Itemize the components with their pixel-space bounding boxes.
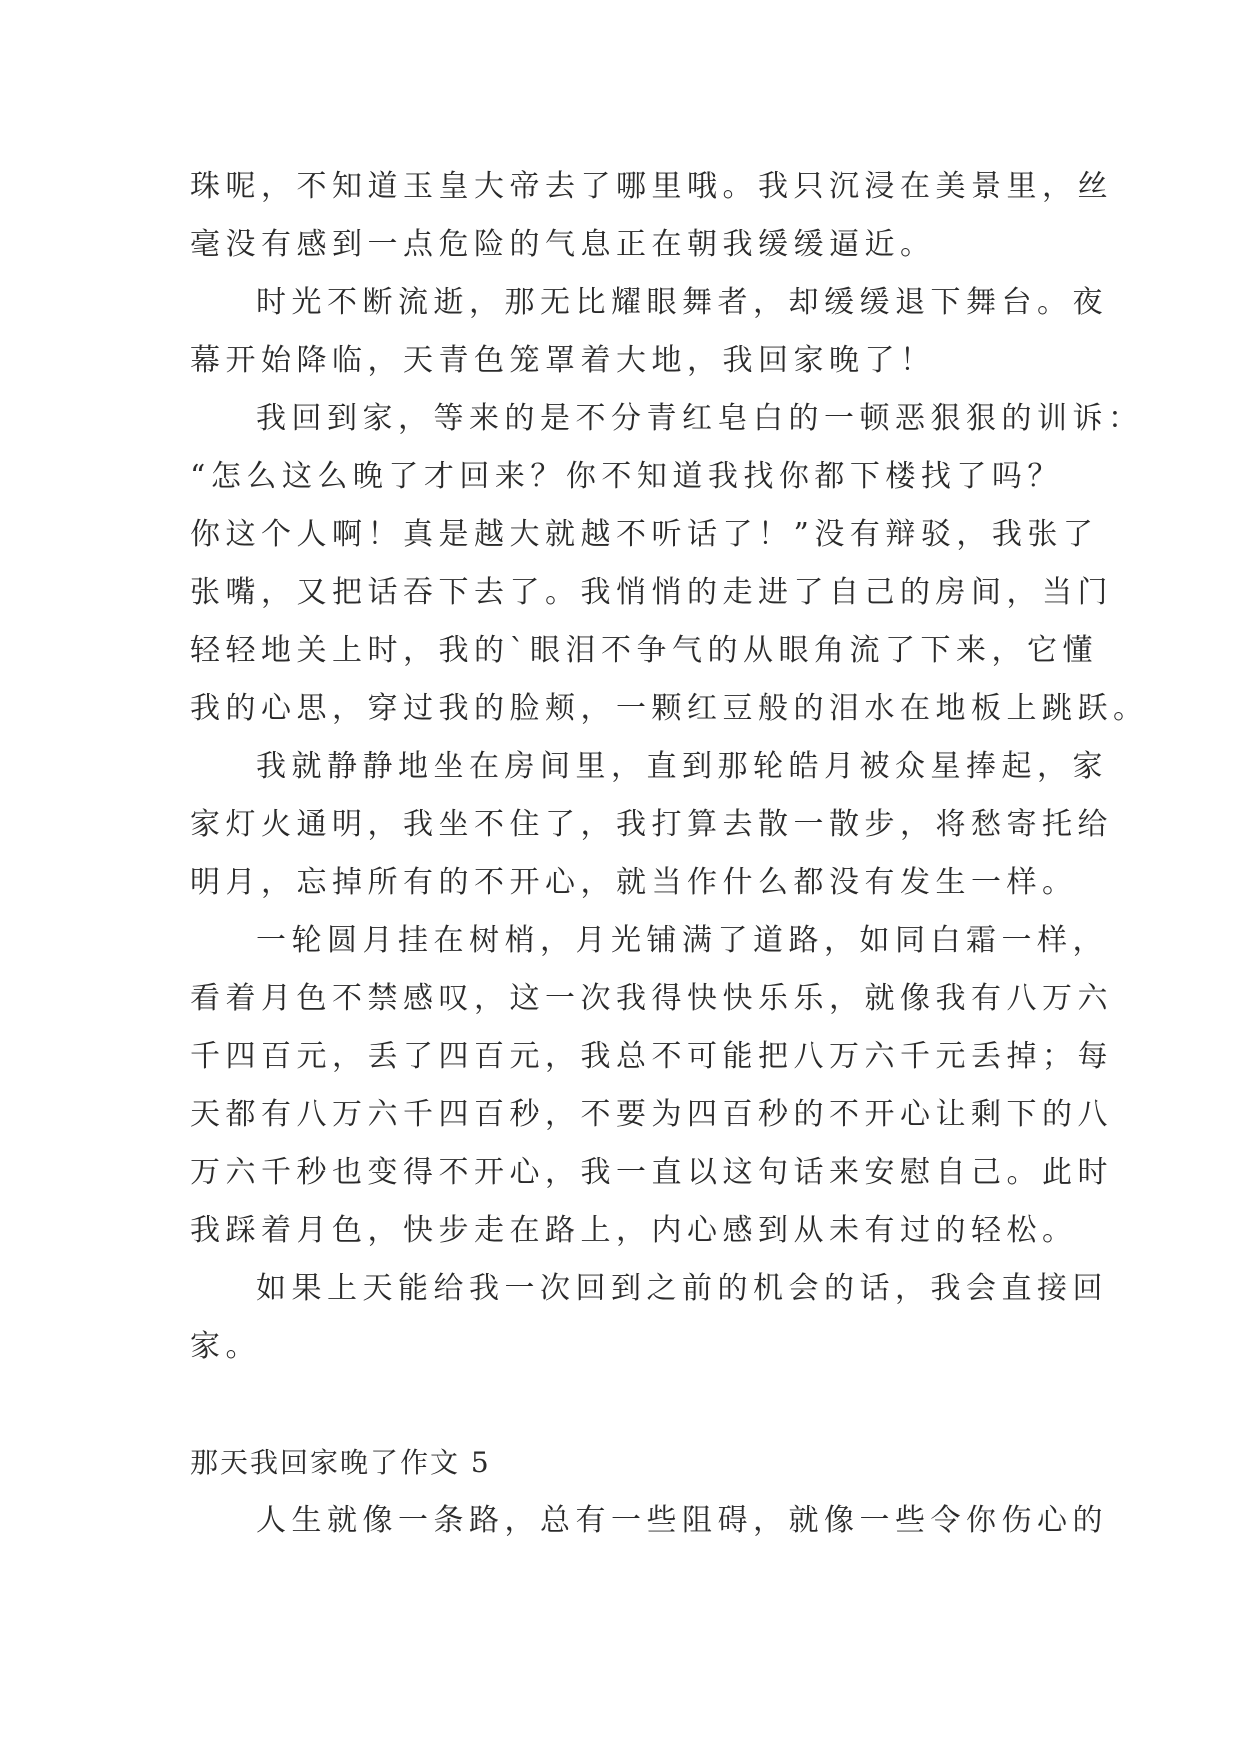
text-line: 幕开始降临，天青色笼罩着大地，我回家晚了！ xyxy=(190,343,936,378)
text-line: 你这个人啊！真是越大就越不听话了！”没有辩驳，我张了 xyxy=(190,517,1099,552)
text-line: “怎么这么晚了才回来？你不知道我找你都下楼找了吗？ xyxy=(190,459,1063,494)
essay-text xyxy=(190,158,1149,1550)
paragraph-start-line: 一轮圆月挂在树梢，月光铺满了道路，如同白霜一样， xyxy=(256,923,1108,958)
text-line: 毫没有感到一点危险的气息正在朝我缓缓逼近。 xyxy=(190,227,936,262)
text-line: 珠呢，不知道玉皇大帝去了哪里哦。我只沉浸在美景里，丝 xyxy=(190,169,1113,204)
paragraph-start-line: 时光不断流逝，那无比耀眼舞者，却缓缓退下舞台。夜 xyxy=(256,285,1108,320)
text-line: 千四百元，丢了四百元，我总不可能把八万六千元丢掉；每 xyxy=(190,1039,1113,1074)
section-gap xyxy=(190,1376,1052,1434)
paragraph-start-line: 我就静静地坐在房间里，直到那轮皓月被众星捧起，家 xyxy=(256,749,1108,784)
text-line: 我的心思，穿过我的脸颊，一颗红豆般的泪水在地板上跳跃。 xyxy=(190,691,1149,726)
text-line: 家灯火通明，我坐不住了，我打算去散一散步，将愁寄托给 xyxy=(190,807,1113,842)
text-line: 万六千秒也变得不开心，我一直以这句话来安慰自己。此时 xyxy=(190,1155,1113,1190)
text-line: 张嘴，又把话吞下去了。我悄悄的走进了自己的房间，当门 xyxy=(190,575,1113,610)
text-line: 天都有八万六千四百秒，不要为四百秒的不开心让剩下的八 xyxy=(190,1097,1113,1132)
section-heading: 那天我回家晚了作文 5 xyxy=(190,1446,491,1479)
text-line: 我踩着月色，快步走在路上，内心感到从未有过的轻松。 xyxy=(190,1213,1078,1248)
paragraph-start-line: 如果上天能给我一次回到之前的机会的话，我会直接回 xyxy=(256,1271,1108,1306)
text-line: 轻轻地关上时，我的`眼泪不争气的从眼角流了下来，它懂 xyxy=(190,633,1098,668)
text-line: 看着月色不禁感叹，这一次我得快快乐乐，就像我有八万六 xyxy=(190,981,1113,1016)
paragraph-start-line: 人生就像一条路，总有一些阻碍，就像一些令你伤心的 xyxy=(256,1503,1108,1538)
text-line: 明月，忘掉所有的不开心，就当作什么都没有发生一样。 xyxy=(190,865,1078,900)
paragraph-start-line: 我回到家，等来的是不分青红皂白的一顿恶狠狠的训诉： xyxy=(256,401,1144,436)
text-line: 家。 xyxy=(190,1329,261,1364)
